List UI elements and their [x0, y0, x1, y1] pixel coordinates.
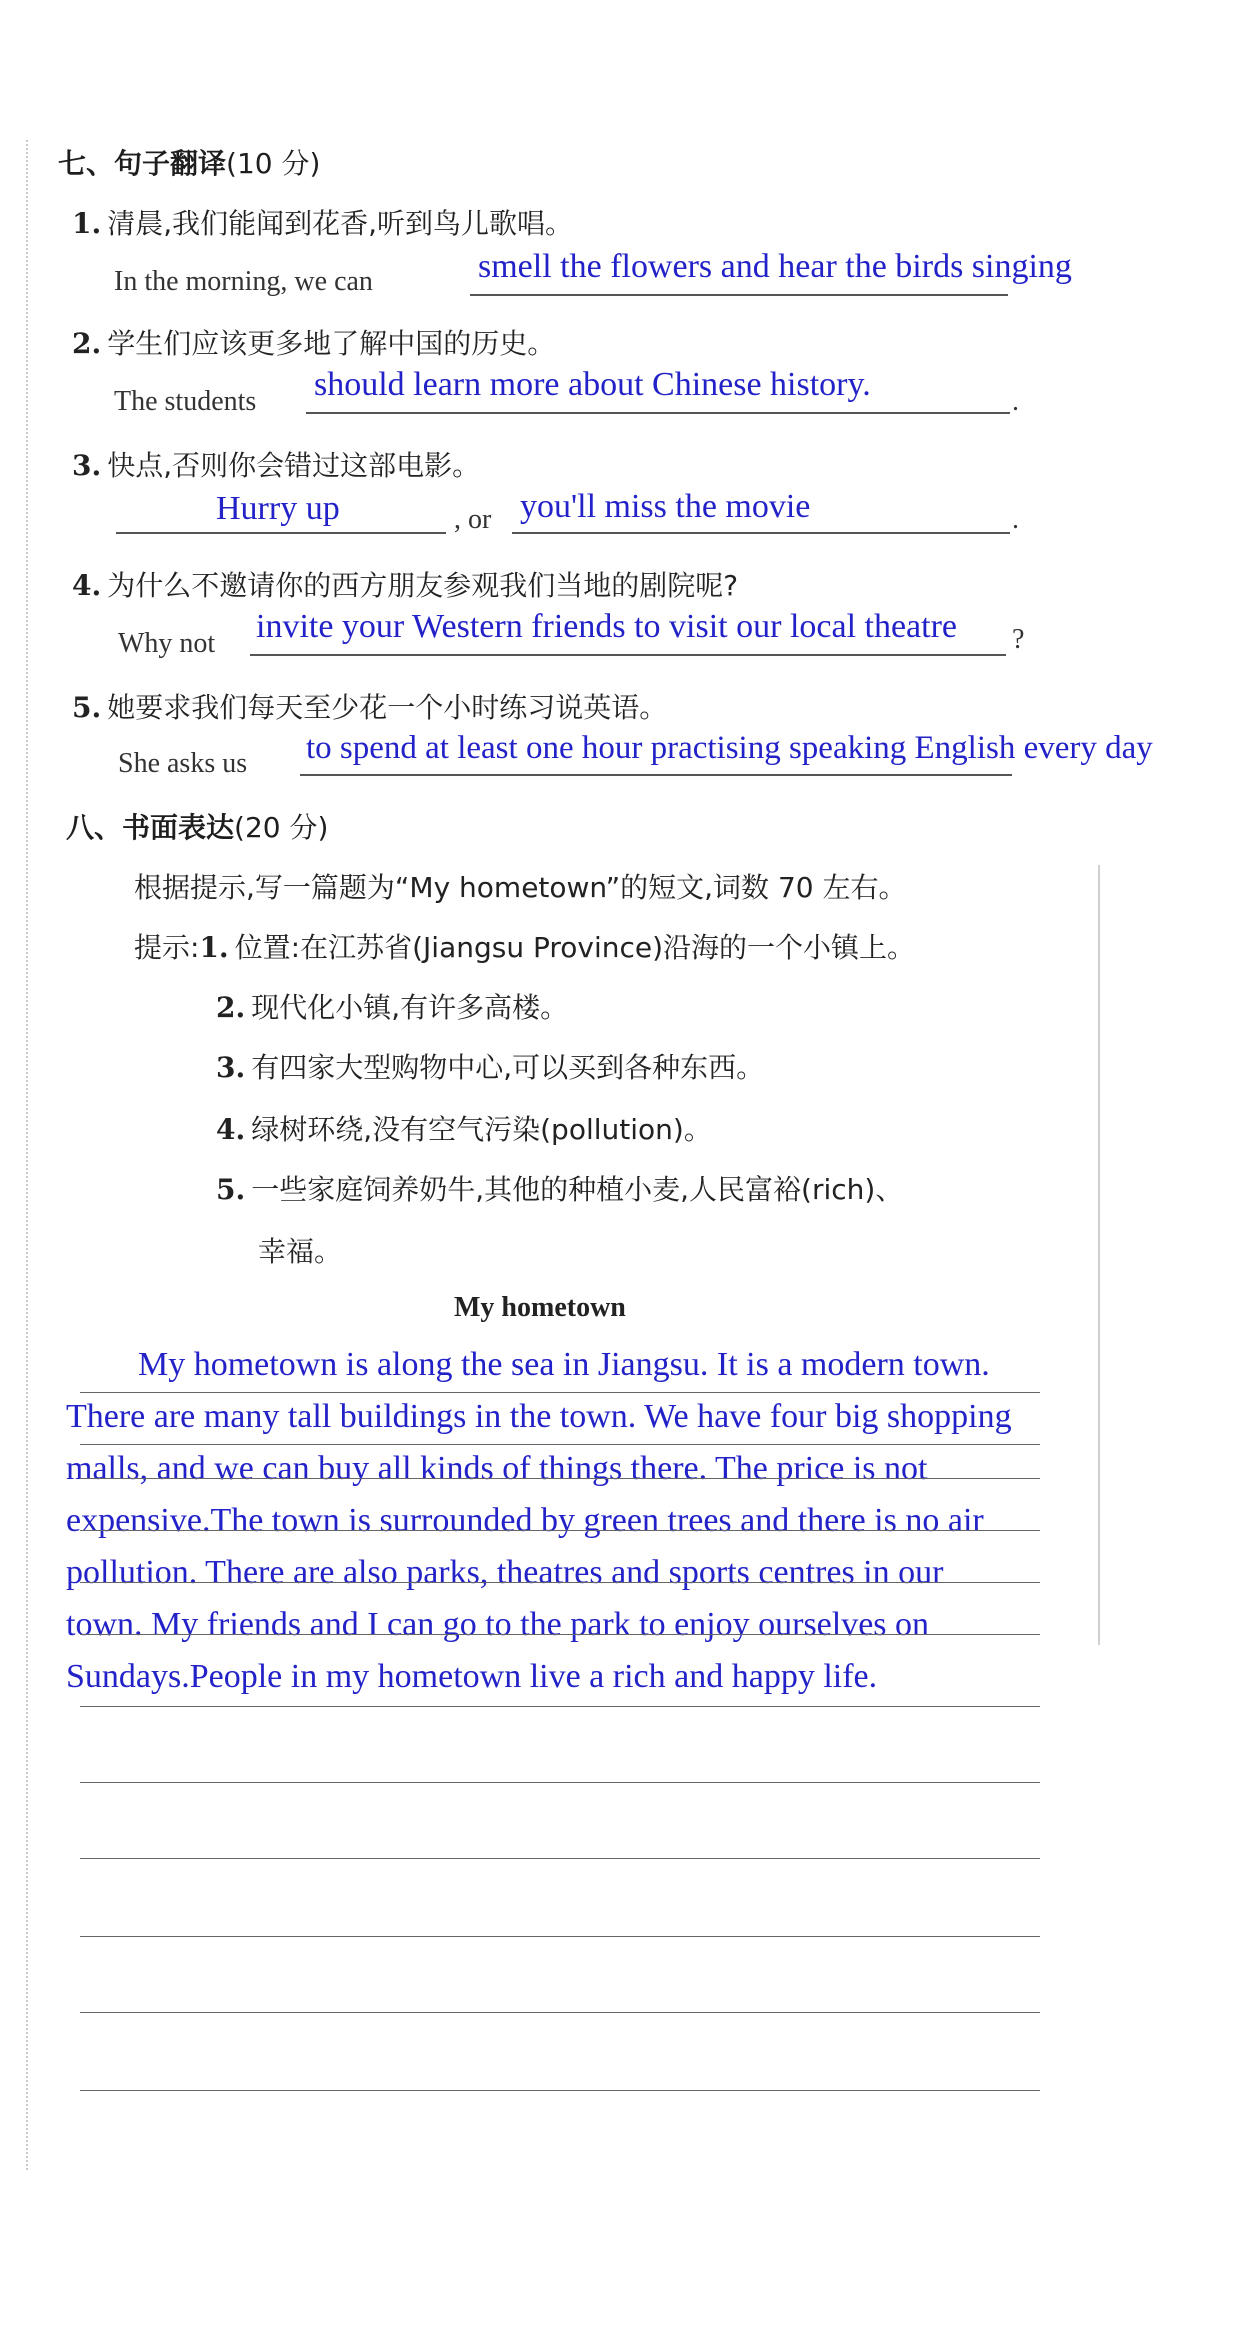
hint-number: 4. [216, 1113, 246, 1146]
item-number: 3. [72, 449, 102, 482]
essay-line-2: There are many tall buildings in the town. We have four big shopping [66, 1398, 1012, 1435]
item-1-blank [470, 294, 1008, 296]
hint-2-text: 现代化小镇,有许多高楼。 [251, 991, 569, 1024]
hint-3 [216, 1046, 764, 1086]
hint-number: 5. [216, 1173, 246, 1206]
section-7-heading [58, 142, 320, 182]
item-2-chinese: 学生们应该更多地了解中国的历史。 [107, 327, 556, 360]
item-1-prefix: In the morning, we can [114, 266, 373, 297]
item-3-end: . [1012, 504, 1019, 535]
item-5-question [72, 686, 667, 726]
item-3-blank-a [116, 532, 446, 534]
item-4-chinese: 为什么不邀请你的西方朋友参观我们当地的剧院呢? [107, 569, 739, 602]
writing-line [80, 1782, 1040, 1783]
hint-label: 提示: [134, 931, 200, 964]
item-4-end: ? [1012, 624, 1025, 655]
hint-5 [216, 1168, 903, 1208]
item-5-answer: to spend at least one hour practising speaking English every day [306, 730, 1153, 766]
essay-title: My hometown [454, 1292, 626, 1323]
hint-number: 3. [216, 1051, 246, 1084]
essay-line-4: expensive.The town is surrounded by green trees and there is no air [66, 1502, 984, 1539]
item-3-question [72, 444, 480, 484]
writing-line [80, 2090, 1040, 2091]
writing-instruction: 根据提示,写一篇题为“My hometown”的短文,词数 70 左右。 [134, 871, 907, 904]
hint-4 [216, 1108, 712, 1148]
item-2-blank [306, 412, 1010, 414]
essay-line-6: town. My friends and I can go to the park to enjoy ourselves on [66, 1606, 930, 1643]
item-1-answer: smell the flowers and hear the birds singing [478, 248, 1072, 285]
essay-line-5: pollution. There are also parks, theatres and sports centres in our [66, 1554, 944, 1591]
writing-line [80, 1936, 1040, 1937]
section-8-points: (20 分) [234, 811, 329, 844]
item-number: 1. [72, 207, 102, 240]
item-4-blank [250, 654, 1006, 656]
item-5-prefix: She asks us [118, 748, 248, 779]
writing-line [80, 1444, 1040, 1445]
essay-line-3: malls, and we can buy all kinds of things there. The price is not [66, 1450, 928, 1487]
item-5-blank [300, 774, 1012, 776]
item-4-answer: invite your Western friends to visit our local theatre [256, 608, 958, 645]
item-1-question [72, 202, 573, 242]
section-7-points: (10 分) [226, 147, 321, 180]
page-margin-rule [26, 140, 28, 2170]
hint-3-text: 有四家大型购物中心,可以买到各种东西。 [251, 1051, 765, 1084]
hint-2 [216, 986, 568, 1026]
hint-4-text: 绿树环绕,没有空气污染(pollution)。 [251, 1113, 712, 1146]
item-3-chinese: 快点,否则你会错过这部电影。 [107, 449, 481, 482]
section-8-heading [66, 806, 328, 846]
item-3-answer-b: you'll miss the movie [520, 488, 811, 525]
essay-line-7: Sundays.People in my hometown live a rich and happy life. [66, 1658, 878, 1695]
hint-1 [134, 926, 915, 966]
writing-line [80, 1478, 1040, 1479]
section-8-title: 八、书面表达 [66, 811, 235, 844]
item-2-answer: should learn more about Chinese history. [314, 366, 871, 403]
writing-line [80, 2012, 1040, 2013]
hint-1-text: 位置:在江苏省(Jiangsu Province)沿海的一个小镇上。 [234, 931, 916, 964]
writing-line [80, 1706, 1040, 1707]
writing-box-border [1098, 865, 1100, 1645]
item-1-chinese: 清晨,我们能闻到花香,听到鸟儿歌唱。 [107, 207, 574, 240]
writing-line [80, 1858, 1040, 1859]
writing-line [80, 1582, 1040, 1583]
section-7-title: 七、句子翻译 [58, 147, 227, 180]
hint-number: 1. [199, 931, 229, 964]
writing-line [80, 1530, 1040, 1531]
hint-5-text: 一些家庭饲养奶牛,其他的种植小麦,人民富裕(rich)、 [251, 1173, 904, 1206]
item-number: 2. [72, 327, 102, 360]
item-2-question [72, 322, 555, 362]
hint-5-continued: 幸福。 [258, 1235, 343, 1268]
item-3-blank-b [512, 532, 1010, 534]
item-2-prefix: The students [114, 386, 257, 417]
essay-line-1: My hometown is along the sea in Jiangsu. It is a modern town. [138, 1346, 990, 1383]
item-number: 5. [72, 691, 102, 724]
item-3-answer-a: Hurry up [216, 490, 340, 527]
item-4-prefix: Why not [118, 628, 216, 659]
writing-line [80, 1634, 1040, 1635]
item-2-end: . [1012, 386, 1019, 417]
item-number: 4. [72, 569, 102, 602]
item-3-connector: , or [454, 504, 492, 535]
hint-number: 2. [216, 991, 246, 1024]
item-5-chinese: 她要求我们每天至少花一个小时练习说英语。 [107, 691, 668, 724]
item-4-question [72, 564, 738, 604]
writing-line [80, 1392, 1040, 1393]
